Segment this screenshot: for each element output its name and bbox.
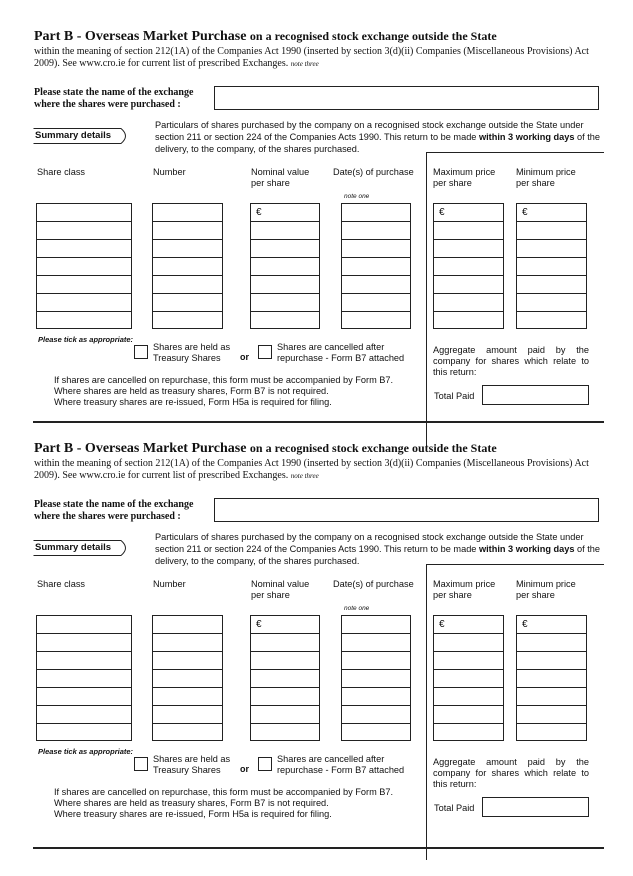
grid-cell[interactable] [517, 222, 586, 240]
header-min-line2: per share [516, 590, 555, 600]
exchange-label-line1: Please state the name of the exchange [34, 499, 194, 510]
grid-cell[interactable] [153, 222, 222, 240]
grid-cell[interactable] [153, 258, 222, 276]
share-class-grid [36, 615, 132, 741]
number-grid [152, 615, 223, 741]
particulars-part-a: Particulars of shares purchased by the company on a recognised stock exchange outside the State under section 211 or section 224 of the Companies Acts 1990. This return to be made [155, 120, 584, 142]
particulars-part-a: Particulars of shares purchased by the company on a recognised stock exchange outside the State under section 211 or section 224 of the Companies Acts 1990. This return to be made [155, 532, 584, 554]
legal-reference-text: within the meaning of section 212(1A) of the Companies Act 1990 (inserted by section 3(d)(ii) Companies (Miscellaneous Provisions) Act 2009). See www.cro.ie for current list of prescribed Exchanges. [34, 458, 589, 481]
grid-cell[interactable] [342, 312, 410, 330]
grid-cell[interactable] [342, 258, 410, 276]
header-max-line2: per share [433, 178, 472, 188]
section-title-sub: on a recognised stock exchange outside the State [249, 29, 497, 43]
header-min-line2: per share [516, 178, 555, 188]
grid-cell[interactable] [153, 706, 222, 724]
exchange-label [34, 499, 193, 523]
grid-cell[interactable] [342, 706, 410, 724]
header-share-class: Share class [37, 579, 86, 589]
header-number: Number [153, 579, 186, 589]
grid-cell[interactable] [517, 652, 586, 670]
total-paid-field[interactable] [482, 385, 589, 405]
header-nominal-value [251, 579, 309, 601]
note-line3: Where treasury shares are re-issued, Form H5a is required for filing. [54, 397, 332, 407]
grid-cell[interactable] [434, 688, 503, 706]
summary-details-label: Summary details [35, 130, 112, 141]
part-b-section-1 [0, 29, 633, 439]
grid-cell[interactable] [153, 204, 222, 222]
grid-cell[interactable] [517, 688, 586, 706]
grid-cell[interactable] [517, 258, 586, 276]
price-column-divider [426, 564, 427, 860]
aggregate-text: Aggregate amount paid by the company for shares which relate to this return: [433, 345, 589, 377]
grid-cell[interactable] [434, 706, 503, 724]
grid-cell[interactable] [153, 724, 222, 742]
section-title-sub: on a recognised stock exchange outside the State [249, 441, 497, 455]
exchange-name-field[interactable] [214, 86, 599, 110]
grid-cell[interactable] [434, 652, 503, 670]
treasury-line2: Treasury Shares [153, 765, 221, 775]
grid-cell[interactable] [342, 688, 410, 706]
grid-cell[interactable] [37, 204, 131, 222]
legal-reference [34, 458, 604, 482]
header-nominal-line1: Nominal value [251, 579, 310, 589]
grid-cell[interactable] [342, 616, 410, 634]
form-notes [54, 787, 393, 820]
grid-cell[interactable] [37, 276, 131, 294]
share-class-grid [36, 203, 132, 329]
note-line1: If shares are cancelled on repurchase, this form must be accompanied by Form B7. [54, 375, 394, 385]
exchange-label-line1: Please state the name of the exchange [34, 87, 194, 98]
grid-cell[interactable] [251, 240, 319, 258]
grid-cell[interactable]: € [434, 616, 503, 634]
header-maximum-price [433, 579, 495, 601]
grid-cell[interactable] [517, 276, 586, 294]
grid-cell[interactable] [342, 222, 410, 240]
grid-cell[interactable] [37, 706, 131, 724]
grid-cell[interactable] [37, 634, 131, 652]
exchange-label-line2: where the shares were purchased : [34, 511, 181, 522]
grid-cell[interactable] [251, 294, 319, 312]
grid-cell[interactable] [434, 276, 503, 294]
header-min-line1: Minimum price [516, 579, 576, 589]
maximum-price-grid [433, 203, 504, 329]
minimum-price-grid [516, 203, 587, 329]
section-title-main: Part B - Overseas Market Purchase [34, 29, 247, 44]
grid-cell[interactable] [434, 724, 503, 742]
particulars-text [155, 531, 600, 567]
grid-cell[interactable] [37, 312, 131, 330]
header-share-class: Share class [37, 167, 86, 177]
grid-cell[interactable] [153, 312, 222, 330]
section-divider-1 [33, 421, 604, 423]
price-column-top-rule [426, 564, 604, 565]
summary-details-tab [33, 540, 130, 556]
grid-cell[interactable]: € [517, 204, 586, 222]
cancelled-line2: repurchase - Form B7 attached [277, 353, 405, 363]
purchase-dates-grid [341, 203, 411, 329]
grid-cell[interactable] [251, 688, 319, 706]
grid-cell[interactable] [251, 312, 319, 330]
treasury-shares-label [153, 754, 230, 776]
grid-cell[interactable] [37, 240, 131, 258]
note-line3: Where treasury shares are re-issued, Form H5a is required for filing. [54, 809, 332, 819]
cancelled-line1: Shares are cancelled after [277, 342, 385, 352]
grid-cell[interactable] [517, 670, 586, 688]
header-dates-of-purchase: Date(s) of purchase [333, 167, 414, 177]
grid-cell[interactable] [342, 204, 410, 222]
grid-cell[interactable] [434, 240, 503, 258]
header-max-line2: per share [433, 590, 472, 600]
tick-instruction: Please tick as appropriate: [38, 335, 134, 344]
number-grid [152, 203, 223, 329]
grid-cell[interactable] [251, 634, 319, 652]
note-three: note three [290, 472, 319, 480]
grid-cell[interactable] [251, 706, 319, 724]
header-max-line1: Maximum price [433, 579, 496, 589]
cancelled-shares-checkbox[interactable] [258, 757, 272, 771]
cancelled-line2: repurchase - Form B7 attached [277, 765, 405, 775]
grid-cell[interactable] [153, 294, 222, 312]
grid-cell[interactable] [37, 670, 131, 688]
grid-cell[interactable] [434, 222, 503, 240]
grid-cell[interactable] [517, 312, 586, 330]
nominal-value-grid [250, 203, 320, 329]
note-line2: Where shares are held as treasury shares, Form B7 is not required. [54, 386, 329, 396]
total-paid-label: Total Paid [434, 803, 475, 813]
part-b-section-2 [0, 441, 633, 851]
maximum-price-grid [433, 615, 504, 741]
grid-cell[interactable] [37, 688, 131, 706]
particulars-text [155, 119, 600, 155]
note-three: note three [290, 60, 319, 68]
section-divider-2 [33, 847, 604, 849]
legal-reference-text: within the meaning of section 212(1A) of the Companies Act 1990 (inserted by section 3(d)(ii) Companies (Miscellaneous Provisions) Act 2009). See www.cro.ie for current list of prescribed Exchanges. [34, 46, 589, 69]
grid-cell[interactable]: € [251, 204, 319, 222]
header-nominal-value [251, 167, 309, 189]
form-notes [54, 375, 393, 408]
grid-cell[interactable]: € [434, 204, 503, 222]
minimum-price-grid [516, 615, 587, 741]
grid-cell[interactable] [517, 706, 586, 724]
particulars-deadline: within 3 working days [478, 132, 575, 142]
note-one: note one [344, 605, 370, 612]
cancelled-shares-label [277, 342, 404, 364]
grid-cell[interactable] [342, 724, 410, 742]
note-line2: Where shares are held as treasury shares, Form B7 is not required. [54, 798, 329, 808]
grid-cell[interactable] [342, 240, 410, 258]
note-line1: If shares are cancelled on repurchase, this form must be accompanied by Form B7. [54, 787, 394, 797]
summary-details-label: Summary details [35, 542, 112, 553]
grid-cell[interactable] [342, 652, 410, 670]
grid-cell[interactable] [434, 312, 503, 330]
treasury-shares-checkbox[interactable] [134, 345, 148, 359]
cancelled-line1: Shares are cancelled after [277, 754, 385, 764]
grid-cell[interactable] [37, 222, 131, 240]
grid-cell[interactable] [434, 258, 503, 276]
section-title-main: Part B - Overseas Market Purchase [34, 441, 247, 456]
treasury-line2: Treasury Shares [153, 353, 221, 363]
exchange-label-line2: where the shares were purchased : [34, 99, 181, 110]
header-minimum-price [516, 167, 576, 189]
grid-cell[interactable] [434, 670, 503, 688]
grid-cell[interactable]: € [251, 616, 319, 634]
grid-cell[interactable] [434, 634, 503, 652]
header-maximum-price [433, 167, 495, 189]
cancelled-shares-label [277, 754, 404, 776]
grid-cell[interactable] [251, 652, 319, 670]
grid-cell[interactable] [342, 670, 410, 688]
grid-cell[interactable] [37, 294, 131, 312]
total-paid-field[interactable] [482, 797, 589, 817]
grid-cell[interactable] [153, 688, 222, 706]
grid-cell[interactable] [37, 258, 131, 276]
grid-cell[interactable] [251, 670, 319, 688]
grid-cell[interactable] [37, 652, 131, 670]
grid-cell[interactable] [342, 634, 410, 652]
grid-cell[interactable] [517, 294, 586, 312]
header-min-line1: Minimum price [516, 167, 576, 177]
header-number: Number [153, 167, 186, 177]
grid-cell[interactable] [517, 634, 586, 652]
grid-cell[interactable] [153, 240, 222, 258]
nominal-value-grid [250, 615, 320, 741]
particulars-part-c: of the delivery, to the company, of the shares purchased. [155, 544, 600, 566]
grid-cell[interactable] [153, 276, 222, 294]
grid-cell[interactable] [342, 276, 410, 294]
grid-cell[interactable] [153, 616, 222, 634]
grid-cell[interactable] [517, 240, 586, 258]
price-column-top-rule [426, 152, 604, 153]
header-nominal-line2: per share [251, 590, 290, 600]
or-label: or [240, 764, 249, 774]
cancelled-shares-checkbox[interactable] [258, 345, 272, 359]
tick-instruction: Please tick as appropriate: [38, 747, 134, 756]
note-one: note one [344, 193, 370, 200]
grid-cell[interactable] [153, 670, 222, 688]
grid-cell[interactable]: € [517, 616, 586, 634]
treasury-line1: Shares are held as [153, 342, 231, 352]
grid-cell[interactable] [342, 294, 410, 312]
header-minimum-price [516, 579, 576, 601]
purchase-dates-grid [341, 615, 411, 741]
grid-cell[interactable] [251, 724, 319, 742]
grid-cell[interactable] [251, 258, 319, 276]
exchange-label [34, 87, 193, 111]
particulars-deadline: within 3 working days [478, 544, 575, 554]
grid-cell[interactable] [153, 652, 222, 670]
summary-details-tab [33, 128, 130, 144]
grid-cell[interactable] [37, 724, 131, 742]
grid-cell[interactable] [434, 294, 503, 312]
treasury-shares-label [153, 342, 230, 364]
legal-reference [34, 46, 604, 70]
aggregate-text: Aggregate amount paid by the company for shares which relate to this return: [433, 757, 589, 789]
treasury-shares-checkbox[interactable] [134, 757, 148, 771]
section-title [34, 441, 497, 457]
grid-cell[interactable] [517, 724, 586, 742]
grid-cell[interactable] [37, 616, 131, 634]
grid-cell[interactable] [251, 276, 319, 294]
section-title [34, 29, 497, 45]
grid-cell[interactable] [153, 634, 222, 652]
header-dates-of-purchase: Date(s) of purchase [333, 579, 414, 589]
exchange-name-field[interactable] [214, 498, 599, 522]
or-label: or [240, 352, 249, 362]
header-nominal-line2: per share [251, 178, 290, 188]
price-column-divider [426, 152, 427, 448]
total-paid-label: Total Paid [434, 391, 475, 401]
header-nominal-line1: Nominal value [251, 167, 310, 177]
header-max-line1: Maximum price [433, 167, 496, 177]
particulars-part-c: of the delivery, to the company, of the shares purchased. [155, 132, 600, 154]
treasury-line1: Shares are held as [153, 754, 231, 764]
grid-cell[interactable] [251, 222, 319, 240]
